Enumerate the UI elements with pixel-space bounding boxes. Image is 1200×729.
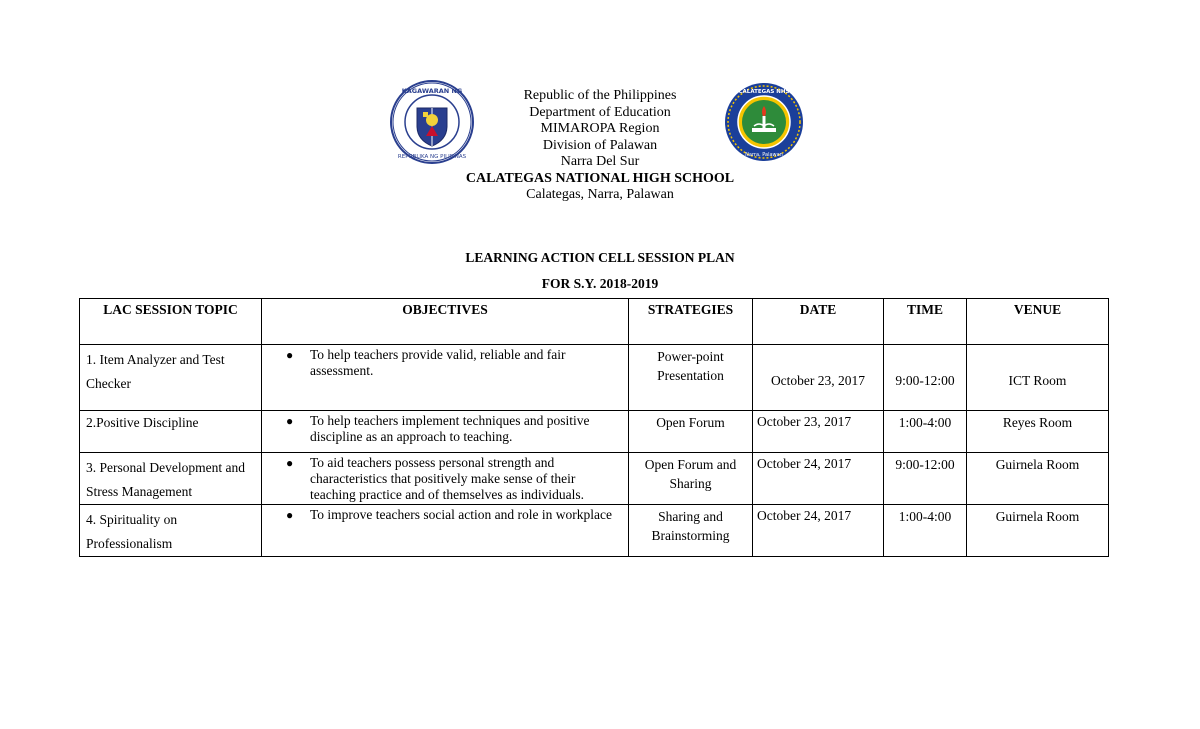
- header-strategies: STRATEGIES: [629, 299, 753, 345]
- row-time: 1:00-4:00: [884, 505, 967, 557]
- svg-text:CALATEGAS NHS: CALATEGAS NHS: [738, 89, 790, 95]
- row-objective-text: To improve teachers social action and role in workplace: [310, 507, 612, 522]
- row-objective-text: To help teachers implement techniques and positive discipline as an approach to teaching.: [310, 413, 590, 444]
- document-subtitle: FOR S.Y. 2018-2019: [541, 276, 659, 291]
- row-objective: [262, 411, 629, 453]
- header-objectives: OBJECTIVES: [262, 299, 629, 345]
- table-row: [80, 505, 1109, 557]
- row-time: 9:00-12:00: [884, 453, 967, 505]
- svg-text:REPUBLIKA NG PILIPINAS: REPUBLIKA NG PILIPINAS: [397, 154, 467, 160]
- row-topic: 2.Positive Discipline: [80, 411, 262, 453]
- row-objective: [262, 505, 629, 557]
- row-venue: Guirnela Room: [967, 453, 1109, 505]
- row-date: October 24, 2017: [753, 453, 884, 505]
- header-time: TIME: [884, 299, 967, 345]
- row-strategy: Power-point Presentation: [629, 345, 753, 411]
- row-date: October 23, 2017: [753, 411, 884, 453]
- bullet-icon: ●: [286, 414, 294, 428]
- row-strategy: Open Forum and Sharing: [629, 453, 753, 505]
- row-topic: 4. Spirituality on Professionalism: [80, 505, 262, 557]
- row-objective: [262, 345, 629, 411]
- letterhead-address: Calategas, Narra, Palawan: [526, 187, 674, 202]
- row-topic: 1. Item Analyzer and Test Checker: [80, 345, 262, 411]
- row-date: October 24, 2017: [753, 505, 884, 557]
- bullet-icon: ●: [286, 508, 294, 522]
- document-title: LEARNING ACTION CELL SESSION PLAN: [465, 250, 735, 265]
- row-strategy: Open Forum: [629, 411, 753, 453]
- row-time: 9:00-12:00: [884, 345, 967, 411]
- letterhead-district: Narra Del Sur: [560, 154, 640, 169]
- svg-text:Narra, Palawan: Narra, Palawan: [745, 152, 783, 158]
- row-objective-text: To help teachers provide valid, reliable and fair assessment.: [310, 347, 566, 378]
- bullet-icon: ●: [286, 348, 294, 362]
- row-time: 1:00-4:00: [884, 411, 967, 453]
- letterhead-school-name: CALATEGAS NATIONAL HIGH SCHOOL: [465, 170, 735, 186]
- header-topic: LAC SESSION TOPIC: [80, 299, 262, 345]
- row-venue: Guirnela Room: [967, 505, 1109, 557]
- letterhead-department: Department of Education: [529, 104, 671, 120]
- svg-text:KAGAWARAN NG: KAGAWARAN NG: [401, 87, 463, 95]
- letterhead-region: MIMAROPA Region: [540, 121, 660, 136]
- session-plan-table: [79, 298, 1109, 557]
- header-venue: VENUE: [967, 299, 1109, 345]
- row-objective-text: To aid teachers possess personal strength and characteristics that positively make sense of their teaching practice and of themselves as individuals.: [310, 455, 585, 502]
- bullet-icon: ●: [286, 456, 294, 470]
- row-objective: [262, 453, 629, 505]
- row-venue: ICT Room: [967, 345, 1109, 411]
- table-header-row: [80, 299, 1109, 345]
- header-date: DATE: [753, 299, 884, 345]
- row-date: October 23, 2017: [753, 345, 884, 411]
- row-topic: 3. Personal Development and Stress Management: [80, 453, 262, 505]
- table-row: [80, 411, 1109, 453]
- letterhead-republic: Republic of the Philippines: [523, 88, 677, 103]
- row-venue: Reyes Room: [967, 411, 1109, 453]
- letterhead: [397, 88, 800, 204]
- letterhead-division: Division of Palawan: [542, 137, 658, 153]
- table-row: [80, 453, 1109, 505]
- row-strategy: Sharing and Brainstorming: [629, 505, 753, 557]
- table-row: [80, 345, 1109, 411]
